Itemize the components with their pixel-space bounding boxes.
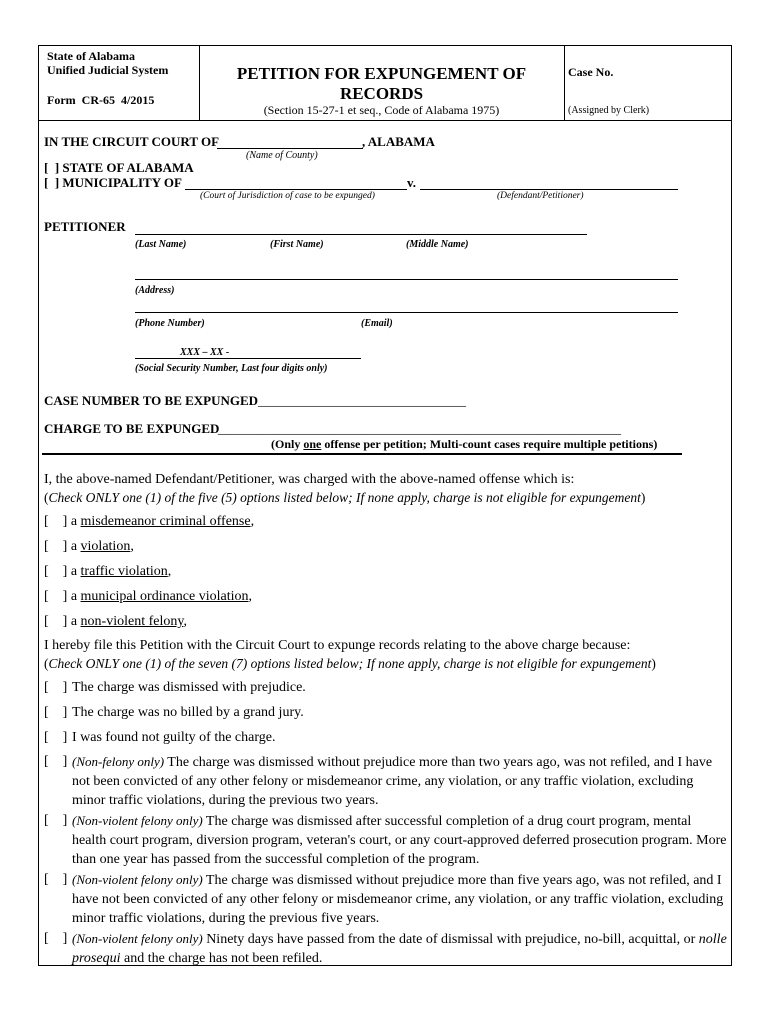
charge-label: CHARGE TO BE EXPUNGED (44, 421, 220, 436)
petitioner-name-field[interactable] (135, 234, 587, 235)
offense-instructions: (Check ONLY one (1) of the five (5) options listed below; If none apply, charge is not eligible for expungement) (44, 490, 646, 505)
petitioner-label: PETITIONER (44, 219, 126, 234)
system-label: Unified Judicial System (47, 63, 169, 77)
option-violation[interactable]: [ ] a violation, (44, 539, 134, 554)
first-name-caption: (First Name) (270, 239, 324, 250)
state-label: State of Alabama (47, 49, 135, 63)
one-offense-note: (Only one offense per petition; Multi-count cases require multiple petitions) (271, 437, 658, 451)
option-non-violent-felony[interactable]: [ ] a non-violent felony, (44, 614, 187, 629)
phone-email-field[interactable] (135, 312, 678, 313)
jurisdiction-caption: (Court of Jurisdiction of case to be expunged) (200, 191, 375, 201)
middle-name-caption: (Middle Name) (406, 239, 469, 250)
defendant-field[interactable] (420, 189, 678, 190)
address-caption: (Address) (135, 285, 175, 296)
reason-five-years[interactable]: [ ] (Non-violent felony only) The charge was dismissed without prejudice more than five years ago, was not refiled, and I have not been convicted of any other felony or misdemeanor crime, any violation, or any traffic violation, excluding minor traffic violations, during the previous five years. (44, 872, 724, 926)
circuit-court-label: IN THE CIRCUIT COURT OF (44, 134, 220, 149)
case-number-field[interactable]: ________________________________ (258, 393, 466, 408)
municipality-option[interactable]: [ ] MUNICIPALITY OF (44, 175, 182, 190)
county-field[interactable] (217, 148, 363, 149)
section-divider (42, 453, 682, 455)
alabama-label: , ALABAMA (362, 134, 435, 149)
reason-program-completion[interactable]: [ ] (Non-violent felony only) The charge was dismissed after successful completion of a drug court program, mental health court program, diversion program, veteran's court, or any court-approved deferred prosecution program. More than one year has passed from the successful completion of the program. (44, 813, 727, 867)
form-title-line2: RECORDS (339, 84, 424, 103)
header-case-cell (564, 46, 731, 121)
case-no-label: Case No. (568, 65, 614, 79)
state-option[interactable]: [ ] STATE OF ALABAMA (44, 160, 194, 175)
form-title-line1: PETITION FOR EXPUNGEMENT OF (236, 64, 527, 83)
reason-no-billed[interactable]: [ ] The charge was no billed by a grand jury. (44, 705, 304, 720)
charge-field[interactable]: ______________________________________________________________ (218, 421, 621, 436)
last-name-caption: (Last Name) (135, 239, 187, 250)
header-title-cell (199, 46, 565, 121)
header-left-cell (39, 46, 200, 121)
phone-caption: (Phone Number) (135, 318, 205, 329)
ssn-caption: (Social Security Number, Last four digits only) (135, 363, 328, 374)
reasons-intro: I hereby file this Petition with the Circuit Court to expunge records relating to the above charge because: (44, 638, 631, 653)
reason-dismissed-with-prejudice[interactable]: [ ] The charge was dismissed with prejudice. (44, 680, 306, 695)
reasons-instructions: (Check ONLY one (1) of the seven (7) options listed below; If none apply, charge is not eligible for expungement) (44, 656, 656, 671)
option-misdemeanor[interactable]: [ ] a misdemeanor criminal offense, (44, 514, 255, 529)
reason-not-guilty[interactable]: [ ] I was found not guilty of the charge. (44, 730, 276, 745)
versus-label: v. (407, 175, 417, 190)
assigned-by-clerk: (Assigned by Clerk) (568, 105, 650, 116)
case-number-label: CASE NUMBER TO BE EXPUNGED (44, 393, 259, 408)
defendant-caption: (Defendant/Petitioner) (497, 191, 584, 201)
reason-ninety-days[interactable]: [ ] (Non-violent felony only) Ninety days have passed from the date of dismissal with prejudice, no-bill, acquittal, or nolle prosequi and the charge has not been refiled. (44, 931, 727, 966)
county-caption: (Name of County) (246, 150, 318, 161)
option-traffic-violation[interactable]: [ ] a traffic violation, (44, 564, 172, 579)
form-title-sub: (Section 15-27-1 et seq., Code of Alabama 1975) (263, 103, 500, 117)
ssn-field[interactable] (135, 358, 361, 359)
municipality-field[interactable] (185, 189, 407, 190)
email-caption: (Email) (361, 318, 393, 329)
offense-intro: I, the above-named Defendant/Petitioner, was charged with the above-named offense which is: (44, 472, 575, 487)
address-field[interactable] (135, 279, 678, 280)
ssn-mask: XXX – XX - (180, 347, 230, 358)
form-number: Form CR-65 4/2015 (47, 93, 155, 107)
reason-non-felony-two-years[interactable]: [ ] (Non-felony only) The charge was dismissed without prejudice more than two years ago, was not refiled, and I have not been convicted of any other felony or misdemeanor crime, any violation, or any traffic violation, excluding minor traffic violations, during the previous two years. (44, 754, 713, 808)
option-municipal-ordinance[interactable]: [ ] a municipal ordinance violation, (44, 589, 252, 604)
